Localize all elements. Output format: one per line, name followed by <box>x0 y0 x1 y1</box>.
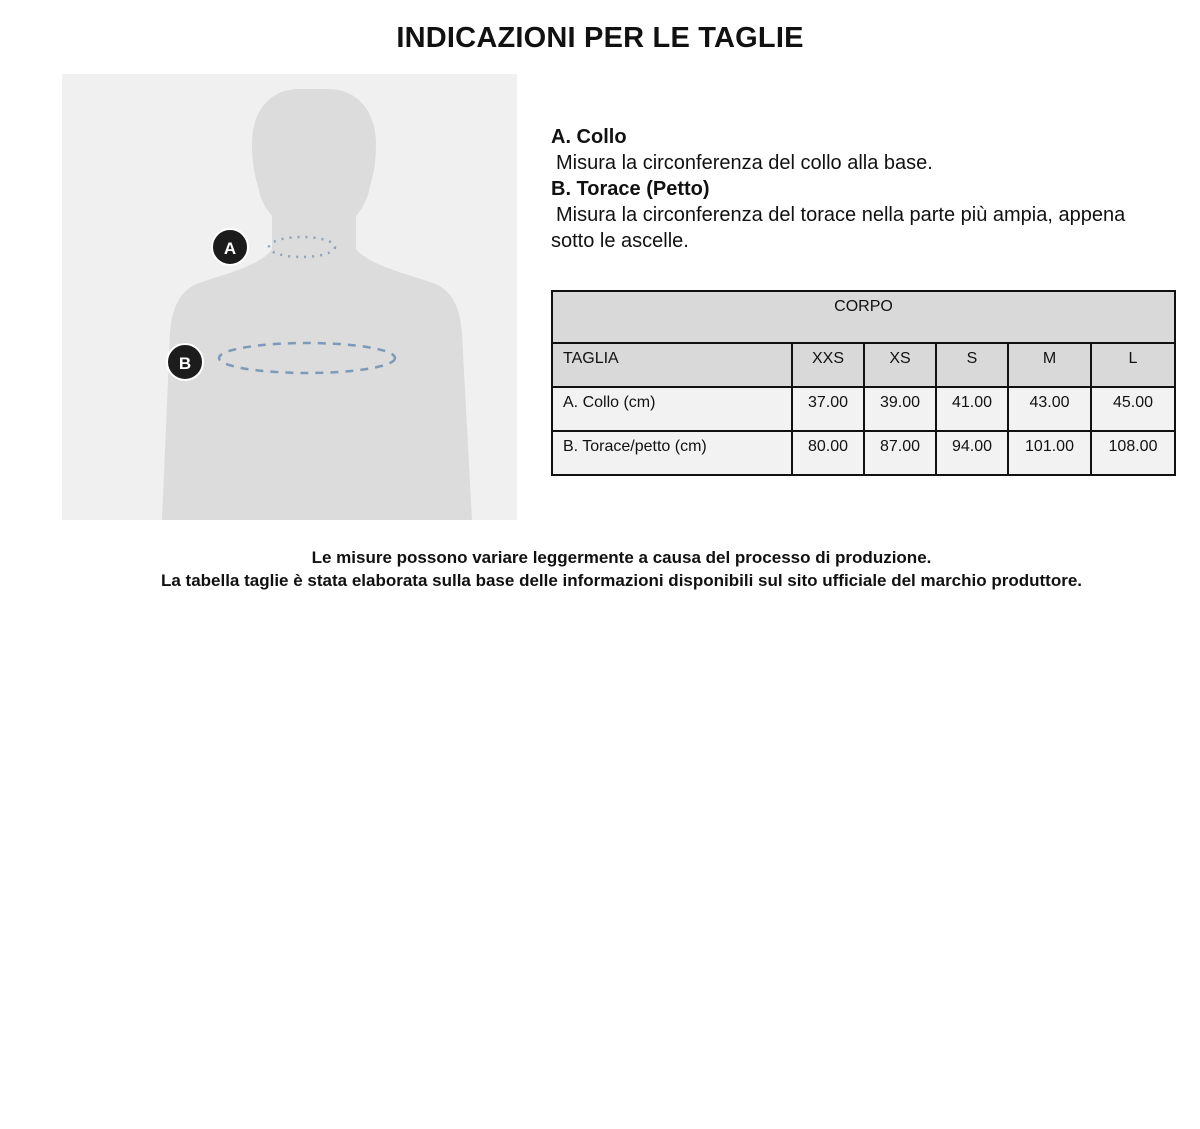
table-cell: 80.00 <box>792 431 864 475</box>
marker-b-label: B <box>178 354 192 373</box>
table-cell: 101.00 <box>1008 431 1091 475</box>
table-cell: 43.00 <box>1008 387 1091 431</box>
column-header-l: L <box>1091 343 1175 387</box>
instruction-text-chest: Misura la circonferenza del torace nella parte più ampia, appena sotto le ascelle. <box>551 204 1126 252</box>
table-cell: 94.00 <box>936 431 1008 475</box>
body-silhouette-illustration <box>62 74 517 520</box>
column-header-xs: XS <box>864 343 936 387</box>
column-header-xxs: XXS <box>792 343 864 387</box>
row-label-chest: B. Torace/petto (cm) <box>552 431 792 475</box>
disclaimer-line-1: Le misure possono variare leggermente a causa del processo di produzione. <box>311 548 932 567</box>
table-header-row <box>552 343 1175 387</box>
table-cell: 37.00 <box>792 387 864 431</box>
size-table <box>551 290 1176 476</box>
disclaimer <box>0 546 1200 592</box>
column-header-m: M <box>1008 343 1091 387</box>
disclaimer-line-2: La tabella taglie è stata elaborata sulla base delle informazioni disponibili sul sito ufficiale del marchio produttore. <box>160 571 1083 590</box>
table-group-header-row <box>552 291 1175 343</box>
table-cell: 108.00 <box>1091 431 1175 475</box>
instruction-text-neck: Misura la circonferenza del collo alla base. <box>556 152 933 174</box>
column-header-size: TAGLIA <box>552 343 792 387</box>
row-label-neck: A. Collo (cm) <box>552 387 792 431</box>
table-row <box>552 387 1175 431</box>
marker-b-icon <box>167 344 203 380</box>
page-title: INDICAZIONI PER LE TAGLIE <box>396 22 804 54</box>
table-cell: 39.00 <box>864 387 936 431</box>
table-cell: 41.00 <box>936 387 1008 431</box>
marker-a-icon <box>212 229 248 265</box>
body-measurement-figure <box>62 74 517 520</box>
measurement-instructions <box>551 124 1171 254</box>
instruction-heading-chest: B. Torace (Petto) <box>551 178 710 200</box>
table-group-header: CORPO <box>552 291 1175 343</box>
instruction-heading-neck: A. Collo <box>551 126 627 148</box>
marker-a-label: A <box>223 239 237 258</box>
table-row <box>552 431 1175 475</box>
table-cell: 87.00 <box>864 431 936 475</box>
table-cell: 45.00 <box>1091 387 1175 431</box>
column-header-s: S <box>936 343 1008 387</box>
